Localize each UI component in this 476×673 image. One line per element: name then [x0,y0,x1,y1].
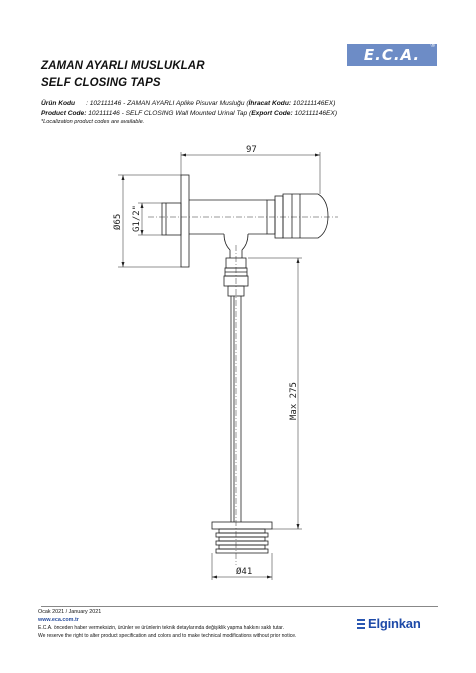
footer-disclaimer-en: We reserve the right to alter product specification and colors and to make technical modifications without prior notice. [38,633,297,639]
product-code-label-en: Product Code: [41,110,87,117]
wall-flange [181,175,189,267]
registered-mark: ® [430,43,435,49]
center-lines [148,217,338,565]
export-code-label-tr: İhracat Kodu: [248,100,292,107]
tap-outline [162,175,328,553]
product-code-value-en: 102111146 - SELF CLOSING Wall Mounted Urinal Tap ( [86,110,252,117]
localization-note: *Localization product codes are available. [41,119,145,125]
dim-bottom-label: Ø41 [236,567,253,577]
footer-website-link[interactable]: www.eca.com.tr [38,617,79,623]
export-code-label-en: Export Code: [251,110,293,117]
footer-disclaimer-tr: E.C.A. önceden haber vermeksizin, ürünler ve ürünlerin teknik detaylarında değişiklik yapma hakkını saklı tutar. [38,625,284,631]
product-code-value-tr: : 102111146 - ZAMAN AYARLI Aplike Pisuvar Musluğu ( [86,100,249,107]
push-button-head [283,194,328,238]
dim-flange-label: Ø65 [113,213,123,230]
product-code-label-tr: Ürün Kodu [41,100,76,107]
elginkan-logo-text: Elginkan [368,616,421,631]
eca-logo-text: E.C.A. [363,46,421,64]
dim-thread-label: G1/2" [132,204,142,232]
dim-width-label: 97 [246,145,257,155]
title-tr: ZAMAN AYARLI MUSLUKLAR [41,60,205,72]
urinal-seal [216,529,268,553]
footer-divider [41,606,438,607]
dim-height-label: Max 275 [289,382,299,420]
thread-connector [162,203,181,235]
title-en: SELF CLOSING TAPS [41,77,161,89]
footer-date: Ocak 2021 / January 2021 [38,609,102,615]
urinal-connector-top [212,522,272,529]
elginkan-bars-icon [357,619,365,631]
dimension-lines [118,152,320,580]
export-code-value-en: 102111146EX) [292,110,338,117]
export-code-value-tr: 102111146EX) [291,100,336,107]
